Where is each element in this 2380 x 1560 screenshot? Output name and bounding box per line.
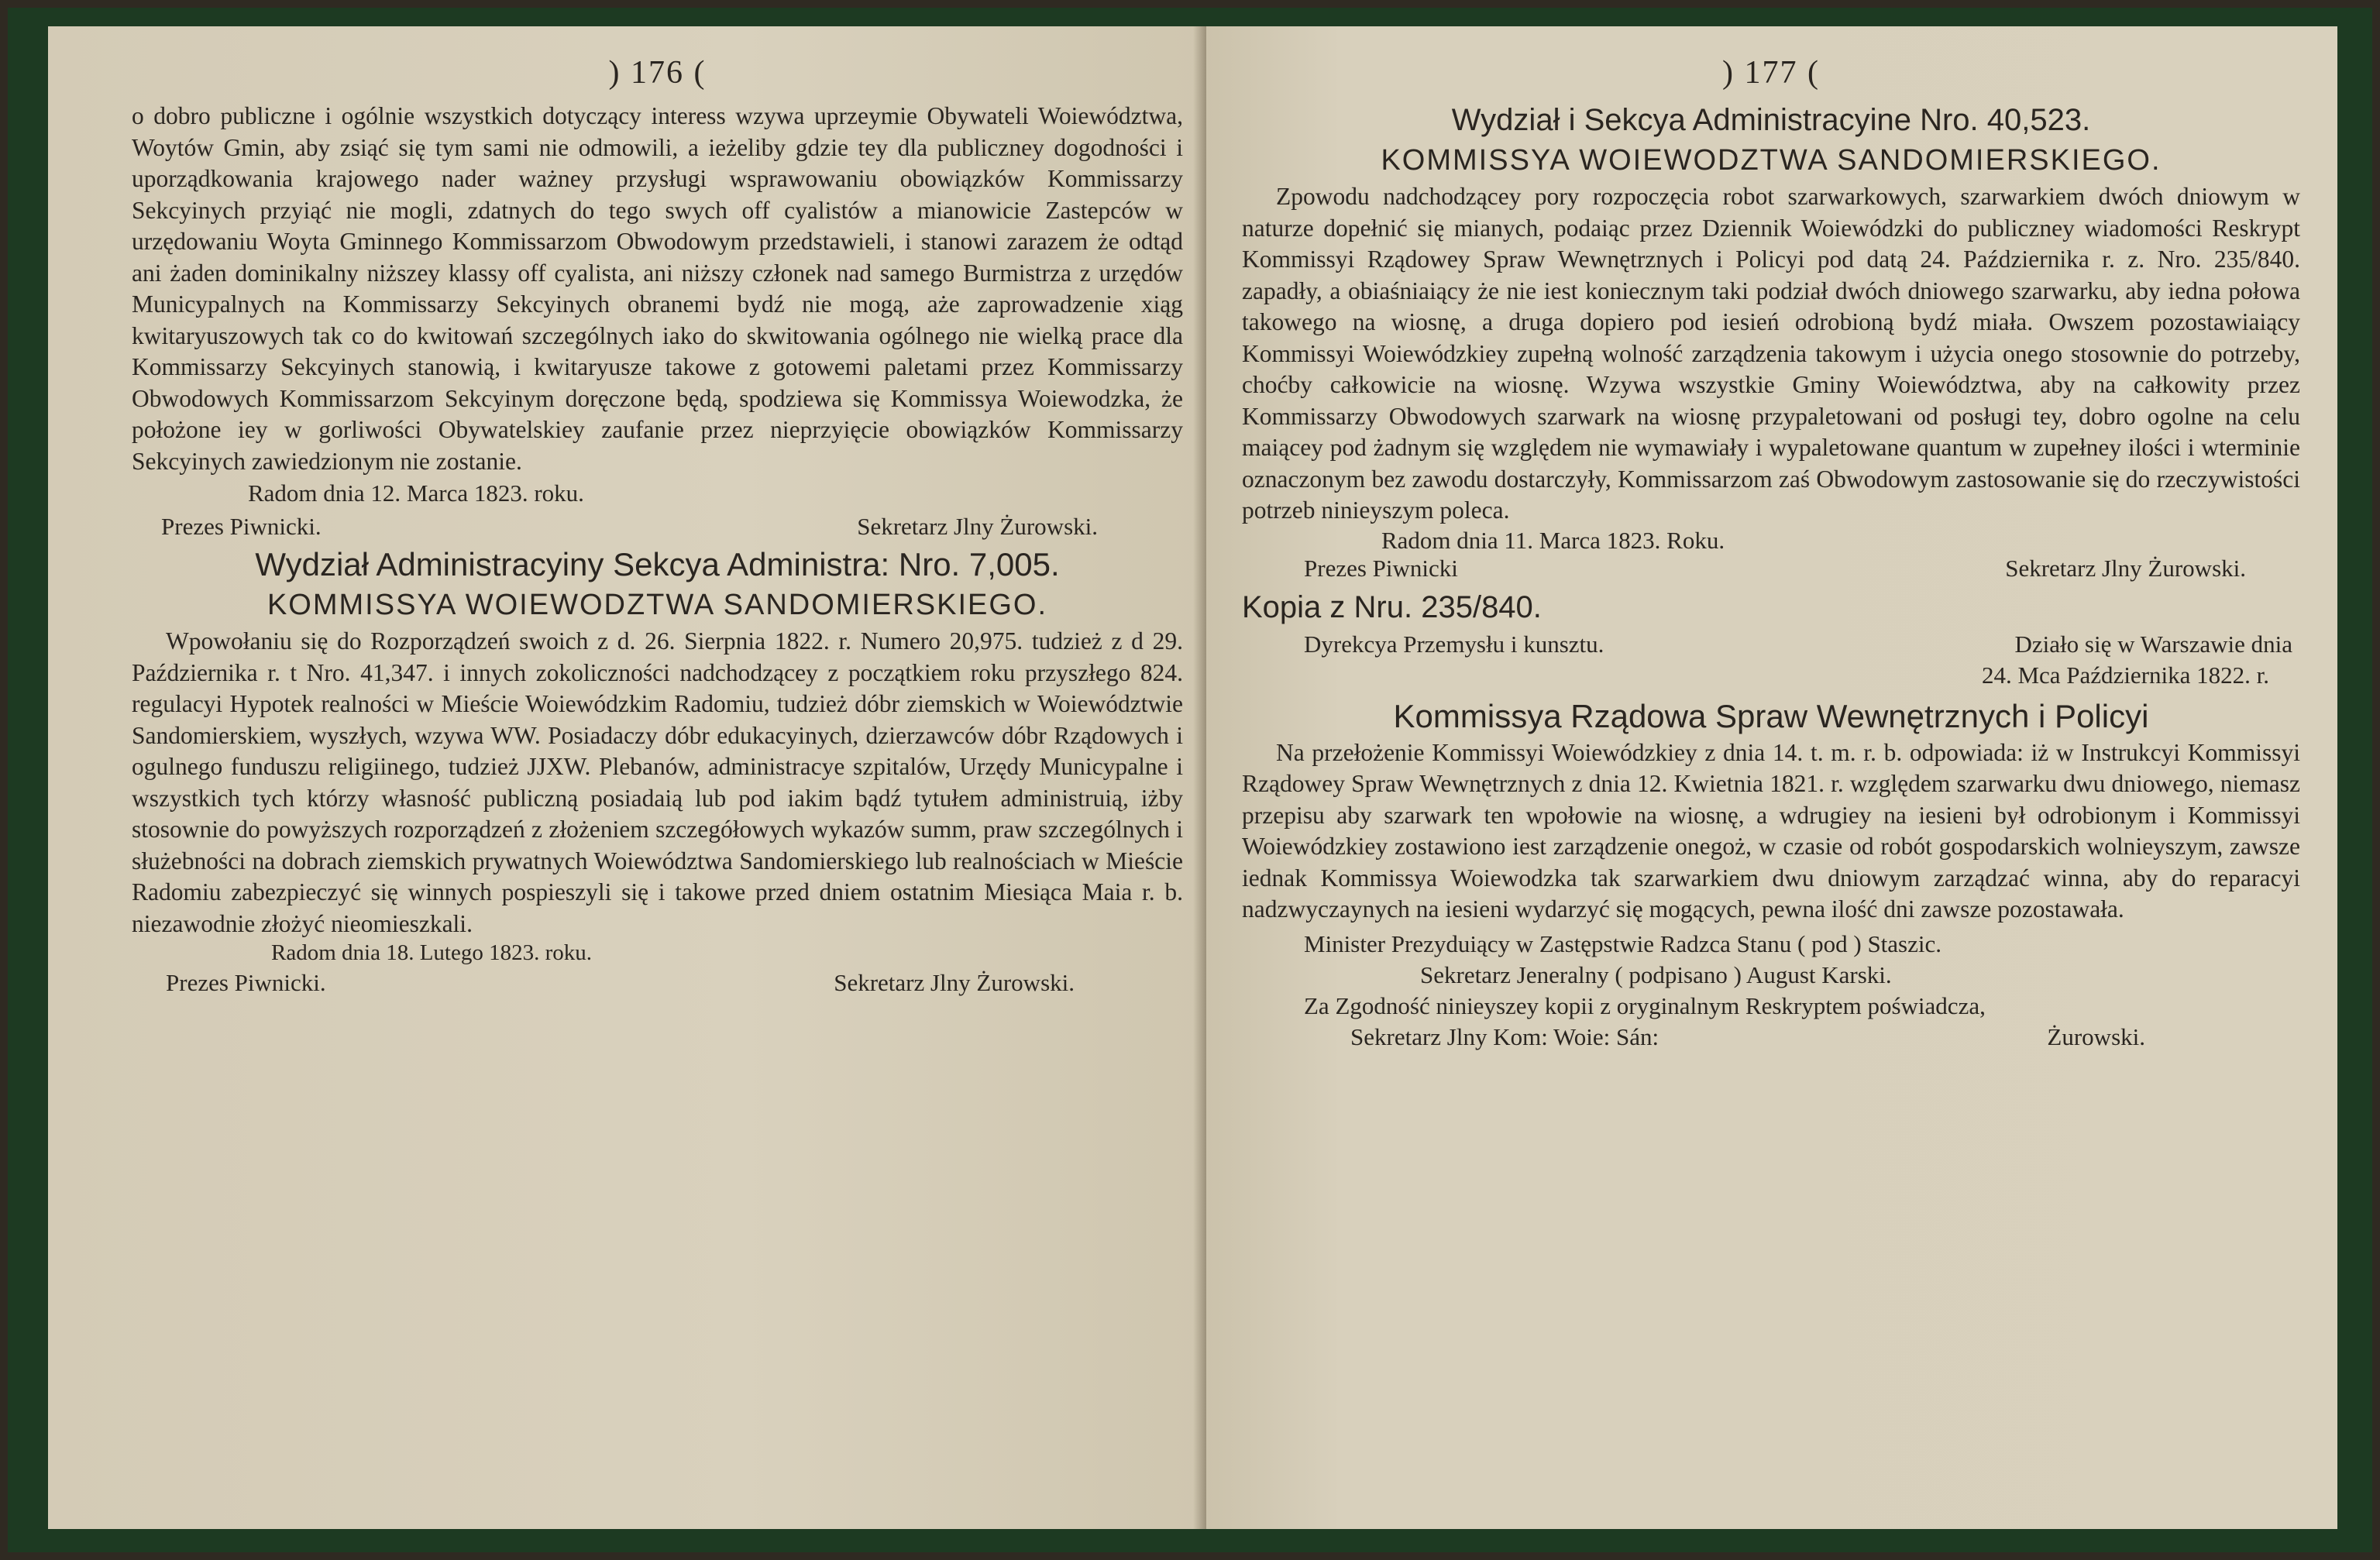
directorate-label: Dyrekcya Przemysłu i kunsztu. bbox=[1304, 630, 1604, 658]
signature-row-right bbox=[1242, 555, 2300, 582]
warsaw-date-line: 24. Mca Października 1822. r. bbox=[1981, 661, 2269, 689]
signature-row-1 bbox=[132, 510, 1183, 544]
section-header-dept: Wydział Administracyiny Sekcya Administra: Nro. 7,005. bbox=[255, 546, 1060, 582]
copy-reference: Kopia z Nru. 235/840. bbox=[1242, 589, 1542, 624]
general-secretary-line: Sekretarz Jeneralny ( podpisano ) August Karski. bbox=[1420, 960, 1892, 988]
warsaw-place-line: Działo się w Warszawie dnia bbox=[2014, 630, 2292, 658]
left-page bbox=[48, 26, 1206, 1529]
signature-president-2: Prezes Piwnicki. bbox=[166, 969, 326, 996]
final-secretary-label: Sekretarz Jlny Kom: Woie: Sán: bbox=[1350, 1022, 1659, 1050]
dateline-2: Radom dnia 18. Lutego 1823. roku. bbox=[271, 940, 593, 965]
certification-line: Za Zgodność ninieyszey kopii z oryginalnym Reskryptem poświadcza, bbox=[1304, 991, 1986, 1019]
signature-secretary: Sekretarz Jlny Żurowski. bbox=[857, 513, 1098, 540]
section-header-commission: KOMMISSYA WOIEWODZTWA SANDOMIERSKIEGO. bbox=[267, 589, 1048, 621]
announcement-paragraph-right-1: Zpowodu nadchodzącey pory rozpoczęcia robot szarwarkowych, szarwarkiem dwóch dniowym w naturze dopełnić się mianych, podaiąc przez Dziennik Woiewódzki do publiczney wiadomości Reskrypt Kommissyi Rządowey Spraw Wewnętrznych i Policyi pod datą 24. Października r. z. Nro. 235/840. zapadły, a obiaśniaiący że nie iest koniecznym taki podział dwóch dniowego szarwarku, aby iedna połowa takowego na wiosnę, a druga dopiero pod iesień odrobioną bydź miała. Owszem pozostawiaiący Kommissyi Woiewódzkiey zupełną wolność zarządzenia takowym i użycia onego stosownie do potrzeby, choćby całkowicie na wiosnę. Wzywa wszystkie Gminy Woiewództwa, aby na całkowity przez Kommissarzy Obwodowych szarwark na wiosnę przypaletowani od posługi tey, dobro ogolne na celu maiącey pod żadnym się względem nie wymawiały i wypaletowane quantum w zupełney ilości i wterminie oznaczonym bez zawodu dostarczyły, Kommissarzom zaś Obwodowym zastosowanie się do rzeczywistości potrzeb ninieyszym poleca. bbox=[1242, 183, 2300, 524]
right-page bbox=[1206, 26, 2337, 1529]
signature-president: Prezes Piwnicki. bbox=[161, 513, 322, 540]
page-number-right: ) 177 ( bbox=[1722, 55, 1820, 91]
final-secretary-name: Żurowski. bbox=[2047, 1022, 2145, 1050]
signature-row-2 bbox=[132, 966, 1183, 1000]
section-header-commission-right: KOMMISSYA WOIEWODZTWA SANDOMIERSKIEGO. bbox=[1381, 144, 2162, 177]
signature-president-right: Prezes Piwnicki bbox=[1304, 554, 1458, 582]
announcement-paragraph-2: Wpowołaniu się do Rozporządzeń swoich z d. 26. Sierpnia 1822. r. Numero 20,975. tudzież z d 29. Października r. t Nro. 41,347. i innych zokoliczności nadchodzącey z początkiem roku przyszłego 824. regulacyi Hypotek realności w Mieście Woiewódzkim Radomiu, tudzież dóbr ziemskich w Woiewództwie Sandomierskiem, wyszłych, wzywa WW. Posiadaczy dóbr edukacyinych, dzierzawców dóbr Rządowych i ogulnego funduszu religiinego, tudzież JJXW. Plebanów, administracye szpitalów, Urzędy Municypalne i wszystkich tych którzy własność publiczną posiadaią lub pod iakim bądź tytułem administruią, iżby stosownie do powyższych rozporządzeń z złożeniem szczegółowych wykazów summ, praw szczególnych i służebności na dobrach ziemskich prywatnych Woiewództwa Sandomierskiego lub realnościach w Mieście Radomiu zabezpieczyć się winnych pospieszyli się i takowe przed dniem ostatnim Miesiąca Maia r. b. niezawodnie złożyć nieomieszkali. bbox=[132, 627, 1183, 937]
minister-line: Minister Prezyduiący w Zastępstwie Radzca Stanu ( pod ) Staszic. bbox=[1304, 929, 1941, 957]
page-number-left: ) 176 ( bbox=[608, 55, 707, 91]
section-header-ministry: Kommissya Rządowa Spraw Wewnętrznych i Policyi bbox=[1393, 697, 2149, 734]
directorate-row bbox=[1242, 629, 2300, 660]
section-header-dept-right: Wydział i Sekcya Administracyine Nro. 40,523. bbox=[1451, 103, 2091, 137]
final-signature-row bbox=[1242, 1022, 2300, 1053]
announcement-paragraph-right-2: Na przełożenie Kommissyi Woiewódzkiey z dnia 14. t. m. r. b. odpowiada: iż w Instrukcyi Kommissyi Rządowey Spraw Wewnętrznych z dnia 12. Kwietnia 1821. r. względem szarwarku dwu dniowego, niemasz przepisu aby szarwark ten wpołowie na wiosnę, a wdrugiey na iesieni był odrobionym i Kommissyi Woiewódzkiey zostawiono iest zarządzenie onegoż, w czasie od robót gospodarskich wolnieyszym, zawsze iednak Kommissya Woiewodzka tak szarwarkiem dwu dniowym zarządzać winna, aby do reparacyi nadzwyczaynych na iesieni wydarzyć się mogących, pewna ilość dni zawsze pozostawała. bbox=[1242, 738, 2300, 923]
dateline-1: Radom dnia 12. Marca 1823. roku. bbox=[248, 479, 584, 507]
signature-secretary-2: Sekretarz Jlny Żurowski. bbox=[834, 969, 1075, 996]
announcement-paragraph-1: o dobro publiczne i ogólnie wszystkich dotyczący interess wzywa uprzeymie Obywateli Woiewództwa, Woytów Gmin, aby zsiąć się tym sami nie odmowili, a ieżeliby gdzie tey dla publiczney dogodności i uporządkowania krajowego nader ważney przysługi wsprawowaniu obowiązków Kommissarzy Sekcyinych przyiąć nie mogli, zdatnych do tego swych off cyalistów a mianowicie Zastepców w urzędowaniu Woyta Gminnego Kommissarzom Obwodowym przedstawieli, i stanowi zarazem że odtąd ani żaden dominikalny niższey klassy off cyalista, ani niższy członek nad samego Burmistrza z urzędów Municypalnych na Kommissarzy Sekcyinych obranemi bydź nie mogą, aże zaprowadzenie xiąg kwitaryuszowych tak co do kwitowań szczególnych iako do skwitowania ogólnego nie wielką prace dla Kommissarzy Sekcyinych stanowią, i kwitaryusze takowe z gotowemi paletami przez Kommissarzy Obwodowych Kommissarzom Sekcyinym doręczone będą, spodziewa się Kommissya Woiewodzka, że położone iey w gorliwości Obywatelskiey zaufanie przez nieprzyięcie obowiązków Kommissarzy Sekcyinych zawiedzionym nie zostanie. bbox=[132, 102, 1183, 475]
dateline-right-1: Radom dnia 11. Marca 1823. Roku. bbox=[1381, 526, 1725, 554]
signature-secretary-right: Sekretarz Jlny Żurowski. bbox=[2005, 554, 2246, 582]
